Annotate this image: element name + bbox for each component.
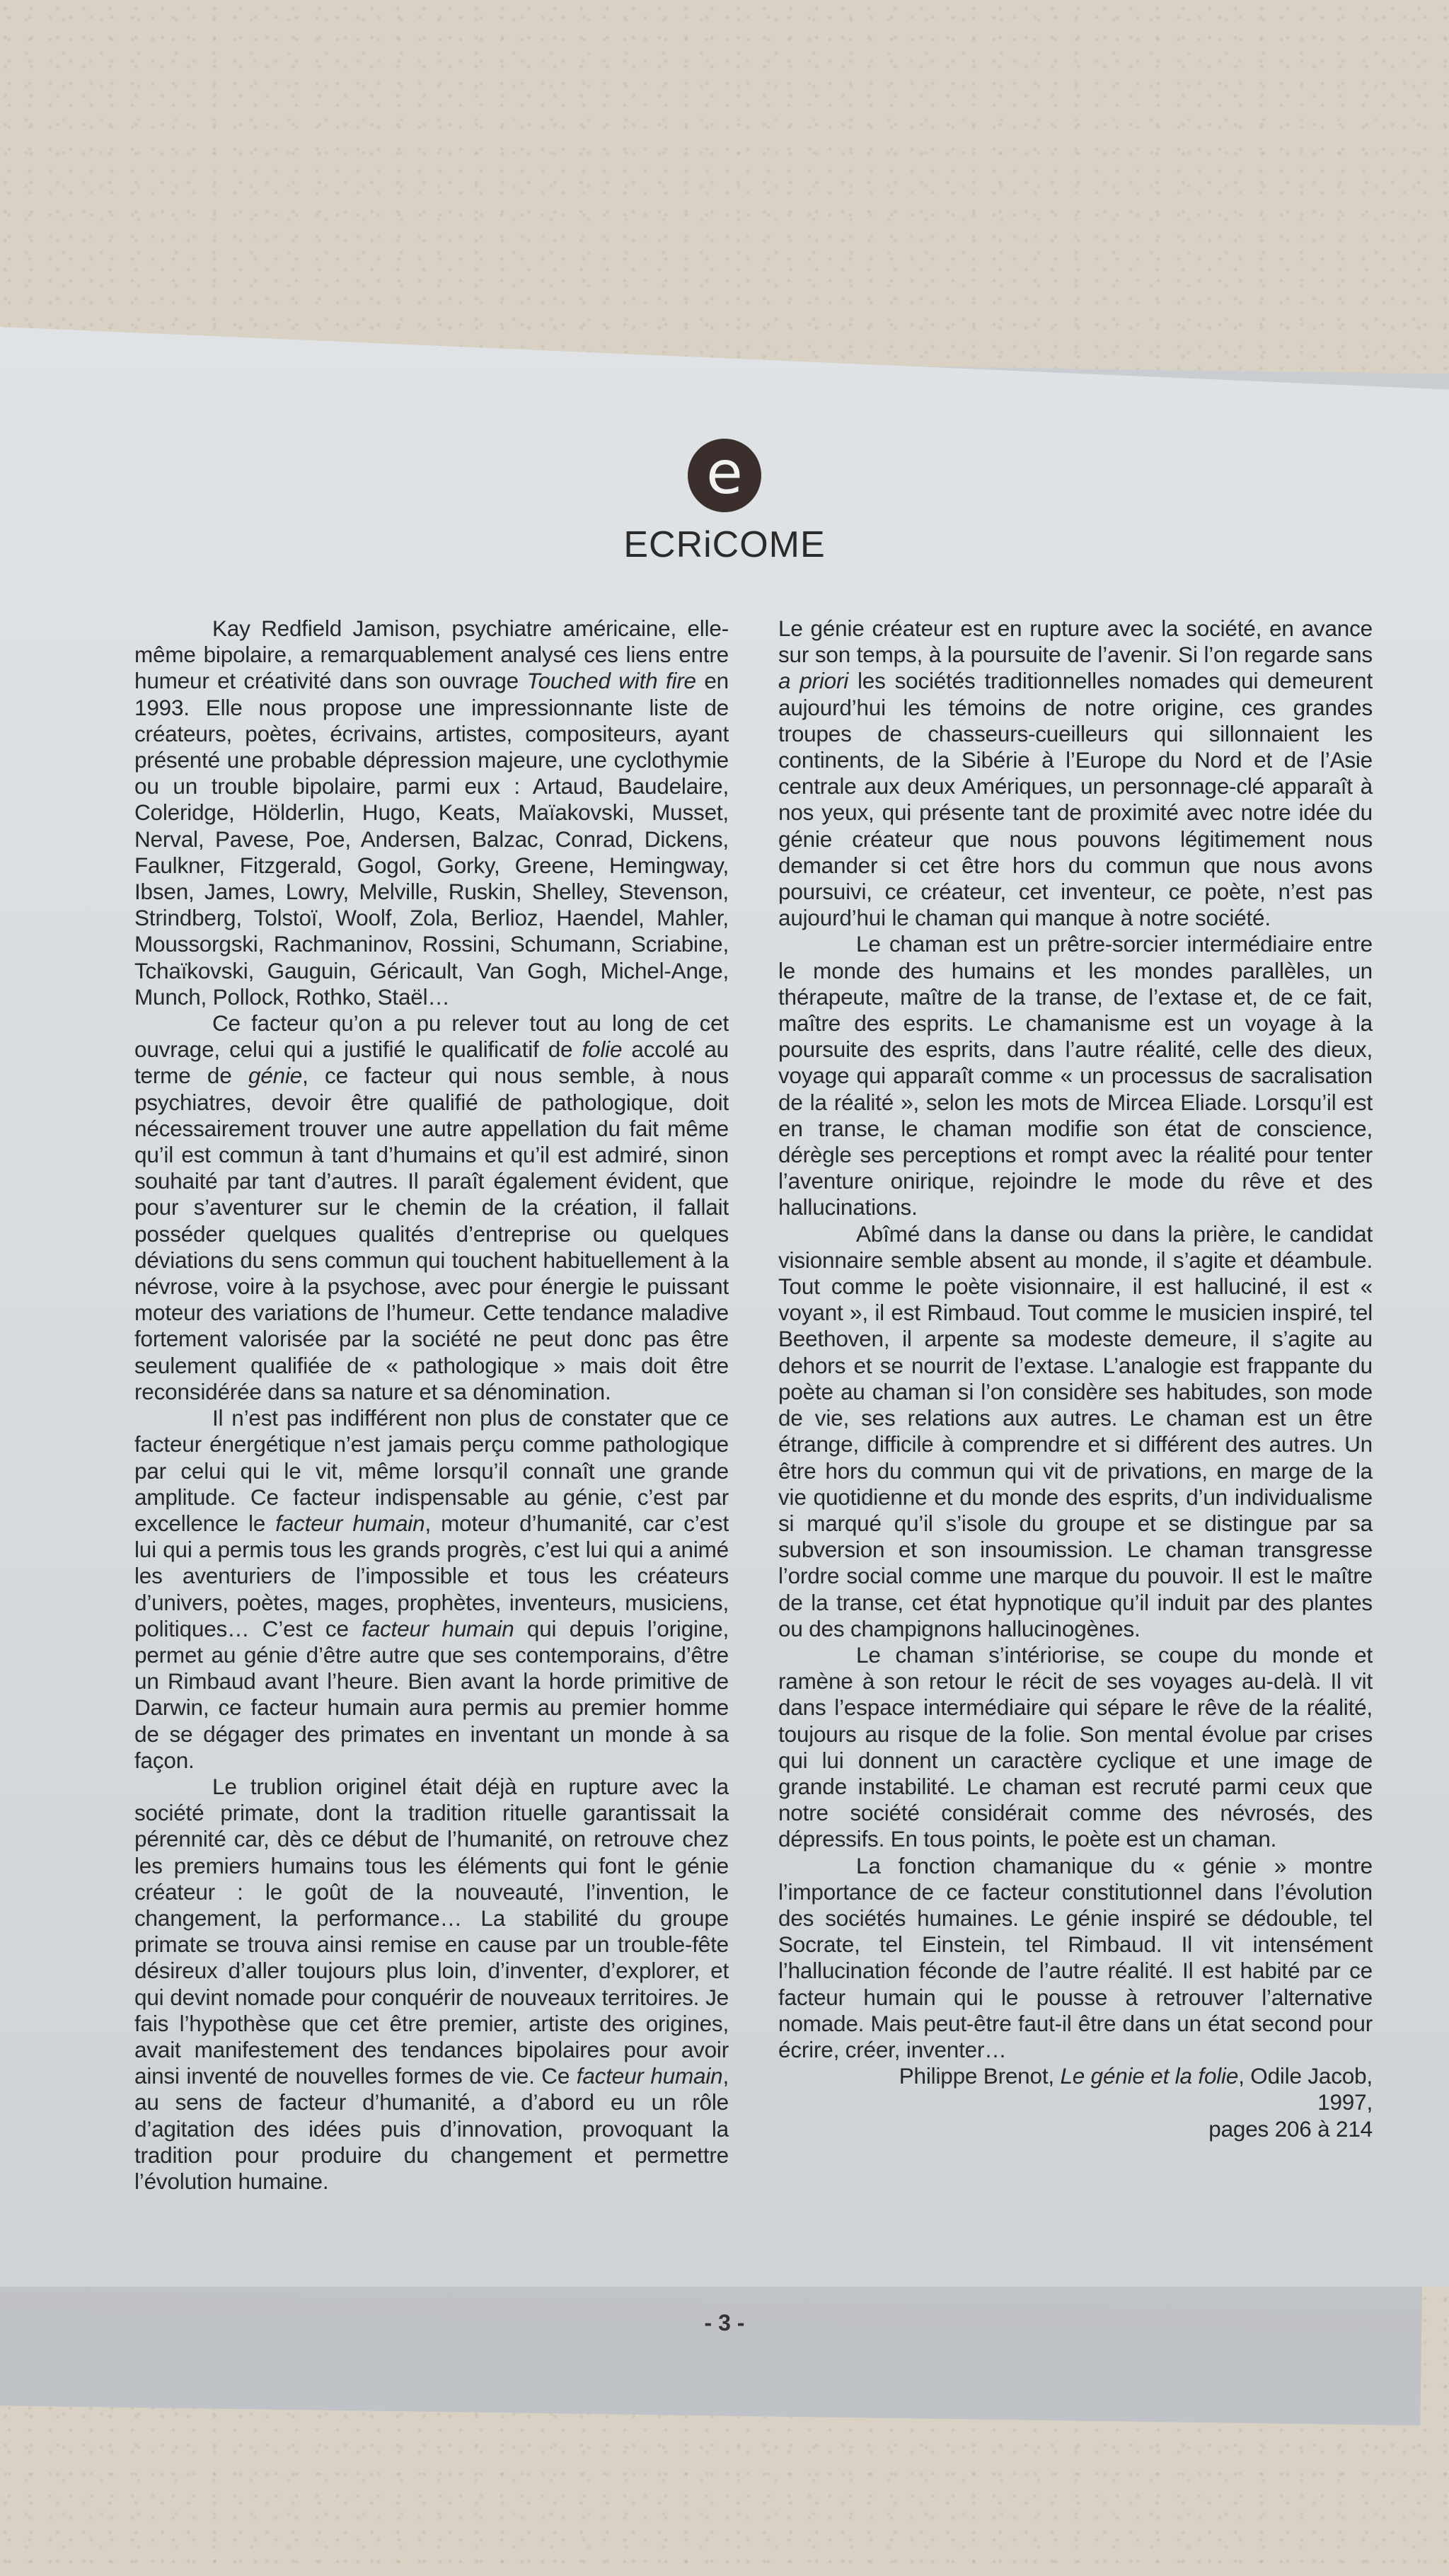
right-column-paragraph: Abîmé dans la danse ou dans la prière, le candidat visionnaire semble absent au monde, il s’agite et déambule. Tout comme le poète visionnaire, il est halluciné, il est « voyant », il est Rimbaud. Tout comme le musicien inspiré, tel Beethoven, il arpente sa modeste demeure, il s’agite au dehors et se nourrit de l’extase. L’analogie est frappante du poète au chaman si l’on considère ses habitudes, son mode de vie, ses relations aux autres. Le chaman est un être étrange, difficile à comprendre et si différent des autres. Un être hors du commun qui vit de privations, en marge de la vie quotidienne et du monde des esprits, d’un individualisme si marqué qu’il s’isole du groupe et se distingue par sa subversion et son insoumission. Le chaman transgresse l’ordre social comme une marque du pouvoir. Il est le maître de la transe, cet état hypnotique qu’il induit par des plantes ou des champignons hallucinogènes. [778,1220,1373,1641]
page-number: - 3 - [704,2310,745,2335]
attribution-publisher: , Odile Jacob, 1997, [1238,2063,1373,2115]
italic-text: facteur humain [275,1510,425,1536]
italic-text: facteur humain [362,1615,514,1641]
left-column-paragraph: Kay Redfield Jamison, psychiatre américaine, elle-même bipolaire, a remarquablement analysé ces liens entre humeur et créativité dans son ouvrage Touched with fire en 1993. Elle nous propose une impressionnante liste de créateurs, poètes, écrivains, artistes, compositeurs, ayant présenté une probable dépression majeure, une cyclothymie ou un trouble bipolaire, parmi eux : Artaud, Baudelaire, Coleridge, Hölderlin, Hugo, Keats, Maïakovski, Musset, Nerval, Pavese, Poe, Andersen, Balzac, Conrad, Dickens, Faulkner, Fitzgerald, Gogol, Gorky, Greene, Hemingway, Ibsen, James, Lowry, Melville, Ruskin, Shelley, Stevenson, Strindberg, Tolstoï, Woolf, Zola, Berlioz, Haendel, Mahler, Moussorgski, Rachmaninov, Rossini, Schumann, Scriabine, Tchaïkovski, Gauguin, Géricault, Van Gogh, Michel-Ange, Munch, Pollock, Rothko, Staël… [134,616,729,1010]
attribution-book-title: Le génie et la folie [1060,2063,1239,2089]
attribution [778,2063,1373,2142]
left-column-paragraph: Ce facteur qu’on a pu relever tout au long de cet ouvrage, celui qui a justifié le qualificatif de folie accolé au terme de génie, ce facteur qui nous semble, à nous psychiatres, devoir être qualifié de pathologique, doit nécessairement trouver une autre appellation du fait même qu’il est commun à tant d’humains et qu’il est admiré, sinon souhaité par tant d’autres. Il paraît également évident, que pour s’aventurer sur le chemin de la création, il fallait posséder quelques qualités d’entreprise ou quelques déviations du sens commun qui touchent habituellement à la névrose, voire à la psychose, avec pour énergie le puissant moteur des variations de l’humeur. Cette tendance maladive fortement valorisée par la société ne peut donc pas être seulement qualifiée de « pathologique » mais doit être reconsidérée dans sa nature et sa dénomination. [134,1010,729,1404]
right-column-paragraph: Le chaman est un prêtre-sorcier intermédiaire entre le monde des humains et les mondes parallèles, un thérapeute, maître de la transe, de l’extase et, de ce fait, maître des esprits. Le chamanisme est un voyage à la poursuite des esprits, dans l’autre réalité, celle des dieux, voyage qui apparaît comme « un processus de sacralisation de la réalité », selon les mots de Mircea Eliade. Lorsqu’il est en transe, le chaman modifie son état de conscience, dérègle ses perceptions et rompt avec la réalité pour tenter l’aventure onirique, rejoindre le mode du rêve et des hallucinations. [778,931,1373,1220]
left-column-paragraph: Le trublion originel était déjà en rupture avec la société primate, dont la tradition rituelle garantissait la pérennité car, dès ce début de l’humanité, on retrouve chez les premiers humains tous les éléments qui font le génie créateur : le goût de la nouveauté, l’invention, le changement, la performance… La stabilité du groupe primate se trouva ainsi remise en cause par un trouble-fête désireux d’aller toujours plus loin, d’inventer, d’explorer, et qui devint nomade pour conquérir de nouveaux territoires. Je fais l’hypothèse que cet être premier, artiste des origines, avait manifestement des tendances bipolaires pour avoir ainsi inventé de nouvelles formes de vie. Ce facteur humain, au sens de facteur d’humanité, a d’abord eu un rôle d’agitation des idées puis d’innovation, provoquant la tradition pour produire du changement et permettre l’évolution humaine. [134,1773,729,2194]
logo-e-icon [688,439,761,512]
left-column [134,616,729,2229]
italic-text: Touched with fire [526,668,696,694]
ecricome-logo [0,439,1449,566]
attribution-pages: pages 206 à 214 [1208,2115,1373,2142]
italic-text: facteur humain [576,2063,723,2089]
italic-text: génie [248,1063,303,1089]
text-columns [134,616,1373,2229]
italic-text: a priori [778,668,849,694]
right-column-paragraph: La fonction chamanique du « génie » montre l’importance de ce facteur constitutionnel dans l’évolution des sociétés humaines. Le génie inspiré se dédouble, tel Socrate, tel Einstein, tel Rimbaud. Il vit intensément l’hallucination féconde de l’autre réalité. Il est habité par ce facteur humain qui le pousse à retrouver l’alternative nomade. Mais peut-être faut-il être dans un état second pour écrire, créer, inventer… [778,1852,1373,2062]
logo-letter: e [706,438,743,507]
attribution-author: Philippe Brenot, [899,2063,1061,2089]
right-column-paragraph: Le chaman s’intériorise, se coupe du monde et ramène à son retour le récit de ses voyages au-delà. Il vit dans l’espace intermédiaire qui sépare le rêve de la réalité, toujours au risque de la folie. Son mental évolue par crises qui lui donnent un caractère cyclique et une image de grande instabilité. Le chaman est recruté parmi ceux que notre société considérait comme des névrosés, des dépressifs. En tous points, le poète est un chaman. [778,1641,1373,1852]
left-column-paragraph: Il n’est pas indifférent non plus de constater que ce facteur énergétique n’est jamais perçu comme pathologique par celui qui le vit, même lorsqu’il connaît une grande amplitude. Ce facteur indispensable au génie, c’est par excellence le facteur humain, moteur d’humanité, car c’est lui qui a permis tous les grands progrès, c’est lui qui a animé les aventuriers de l’impossible et tous les créateurs d’univers, poètes, mages, prophètes, inventeurs, musiciens, politiques… C’est ce facteur humain qui depuis l’origine, permet au génie d’être autre que ses contemporains, d’être un Rimbaud avant l’heure. Bien avant la horde primitive de Darwin, ce facteur humain aura permis au premier homme de se dégager des primates en inventant un monde à sa façon. [134,1405,729,1773]
right-column [778,616,1373,2229]
right-column-paragraph: Le génie créateur est en rupture avec la société, en avance sur son temps, à la poursuite de l’avenir. Si l’on regarde sans a priori les sociétés traditionnelles nomades qui demeurent aujourd’hui les témoins de notre origine, ces grandes troupes de chasseurs-cueilleurs qui sillonnaient les continents, de la Sibérie à l’Europe du Nord et de l’Asie centrale aux deux Amériques, un personnage-clé apparaît à nos yeux, qui présente tant de proximité avec notre idée du génie créateur que nous pouvons légitimement nous demander si cet être hors du commun que nous avons poursuivi, ce créateur, cet inventeur, ce poète, n’est pas aujourd’hui le chaman qui manque à notre société. [778,616,1373,931]
italic-text: folie [582,1036,623,1063]
logo-name: ECRiCOME [623,524,826,565]
